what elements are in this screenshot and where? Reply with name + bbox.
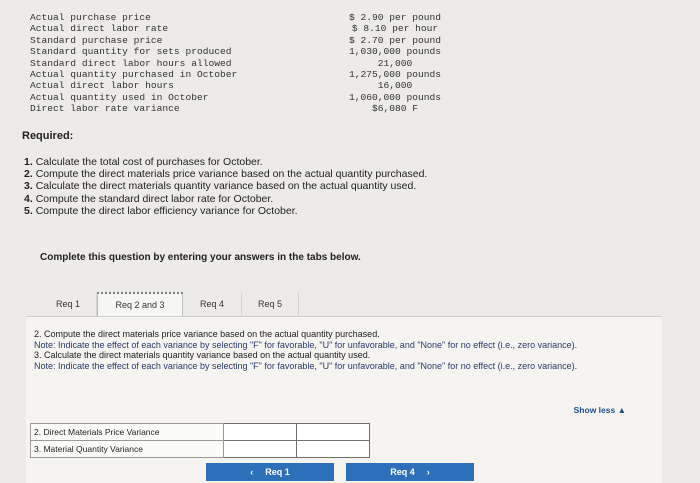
data-row	[30, 69, 460, 80]
list-item	[24, 180, 427, 192]
data-row	[30, 12, 460, 23]
data-value: $ 2.90 per pound	[348, 12, 442, 23]
data-value: $ 8.10 per hour	[351, 23, 439, 35]
data-value: 1,030,000 pounds	[348, 46, 442, 58]
data-label: Standard purchase price	[30, 34, 163, 46]
tab-req-4[interactable]: Req 4	[183, 292, 242, 316]
data-value: 1,275,000 pounds	[348, 68, 442, 80]
item-text: Calculate the direct materials quantity variance based on the actual quantity used.	[35, 180, 417, 193]
instructions	[34, 329, 634, 371]
required-heading: Required:	[22, 130, 74, 142]
data-row	[30, 80, 460, 91]
list-item	[24, 168, 427, 180]
data-row	[30, 92, 460, 103]
next-req-label: Req 4	[390, 467, 415, 477]
instruction-note: Note: Indicate the effect of each variance by selecting "F" for favorable, "U" for unfavorable, and "None" for no effect (i.e., zero variance).	[34, 339, 578, 350]
data-label: Actual purchase price	[30, 12, 151, 23]
data-label: Direct labor rate variance	[30, 103, 180, 115]
tab-req-2-and-3[interactable]: Req 2 and 3	[97, 292, 183, 316]
item-text: Compute the direct labor efficiency variance for October.	[35, 204, 298, 217]
next-req-button[interactable]	[346, 463, 474, 481]
row-label: 3. Material Quantity Variance	[31, 441, 224, 458]
list-item	[24, 193, 427, 205]
data-value: $6,080 F	[371, 103, 419, 115]
complete-prompt: Complete this question by entering your answers in the tabs below.	[40, 252, 361, 263]
item-number: 1.	[24, 156, 33, 168]
item-number: 3.	[24, 180, 33, 193]
list-item	[24, 205, 427, 217]
item-number: 4.	[24, 192, 33, 205]
quantity-variance-amount-input[interactable]	[224, 441, 297, 458]
requirements-list	[24, 156, 427, 217]
chevron-right-icon: ›	[426, 467, 430, 477]
item-number: 5.	[24, 204, 33, 217]
prev-req-label: Req 1	[265, 467, 290, 477]
given-data-table	[30, 12, 460, 115]
data-value: $ 2.70 per pound	[348, 34, 442, 46]
data-row	[30, 23, 460, 34]
tab-req-1[interactable]: Req 1	[40, 292, 97, 316]
instruction-note: Note: Indicate the effect of each variance by selecting "F" for favorable, "U" for unfavorable, and "None" for no effect (i.e., zero variance).	[34, 360, 578, 371]
tab-bar	[40, 292, 299, 316]
instruction-line: 3. Calculate the direct materials quantity variance based on the actual quantity used.	[34, 350, 371, 361]
answer-table	[30, 423, 370, 458]
data-value: 1,060,000 pounds	[348, 91, 442, 103]
quantity-variance-effect-select[interactable]	[297, 441, 370, 458]
table-row	[31, 441, 370, 458]
data-label: Actual quantity purchased in October	[30, 68, 238, 80]
price-variance-effect-select[interactable]	[297, 424, 370, 441]
data-row	[30, 58, 460, 69]
list-item	[24, 156, 427, 168]
data-label: Actual quantity used in October	[30, 91, 209, 103]
data-row	[30, 103, 460, 114]
item-text: Calculate the total cost of purchases for October.	[35, 156, 263, 168]
data-label: Standard direct labor hours allowed	[30, 57, 232, 69]
data-value: 21,000	[377, 57, 413, 69]
tab-req-5[interactable]: Req 5	[242, 292, 299, 316]
price-variance-amount-input[interactable]	[224, 424, 297, 441]
chevron-left-icon: ‹	[250, 467, 254, 477]
item-number: 2.	[24, 168, 33, 181]
show-less-link[interactable]: Show less ▲	[573, 405, 626, 415]
prev-req-button[interactable]	[206, 463, 334, 481]
data-label: Actual direct labor hours	[30, 80, 174, 92]
item-text: Compute the direct materials price variance based on the actual quantity purchased.	[35, 168, 428, 181]
data-label: Actual direct labor rate	[30, 23, 169, 35]
row-label: 2. Direct Materials Price Variance	[31, 424, 224, 441]
table-row	[31, 424, 370, 441]
data-row	[30, 46, 460, 57]
data-row	[30, 35, 460, 46]
instruction-line: 2. Compute the direct materials price variance based on the actual quantity purchased.	[34, 329, 380, 339]
data-label: Standard quantity for sets produced	[30, 46, 232, 58]
data-value: 16,000	[377, 80, 413, 92]
item-text: Compute the standard direct labor rate for October.	[35, 192, 274, 205]
tab-panel	[26, 316, 662, 483]
